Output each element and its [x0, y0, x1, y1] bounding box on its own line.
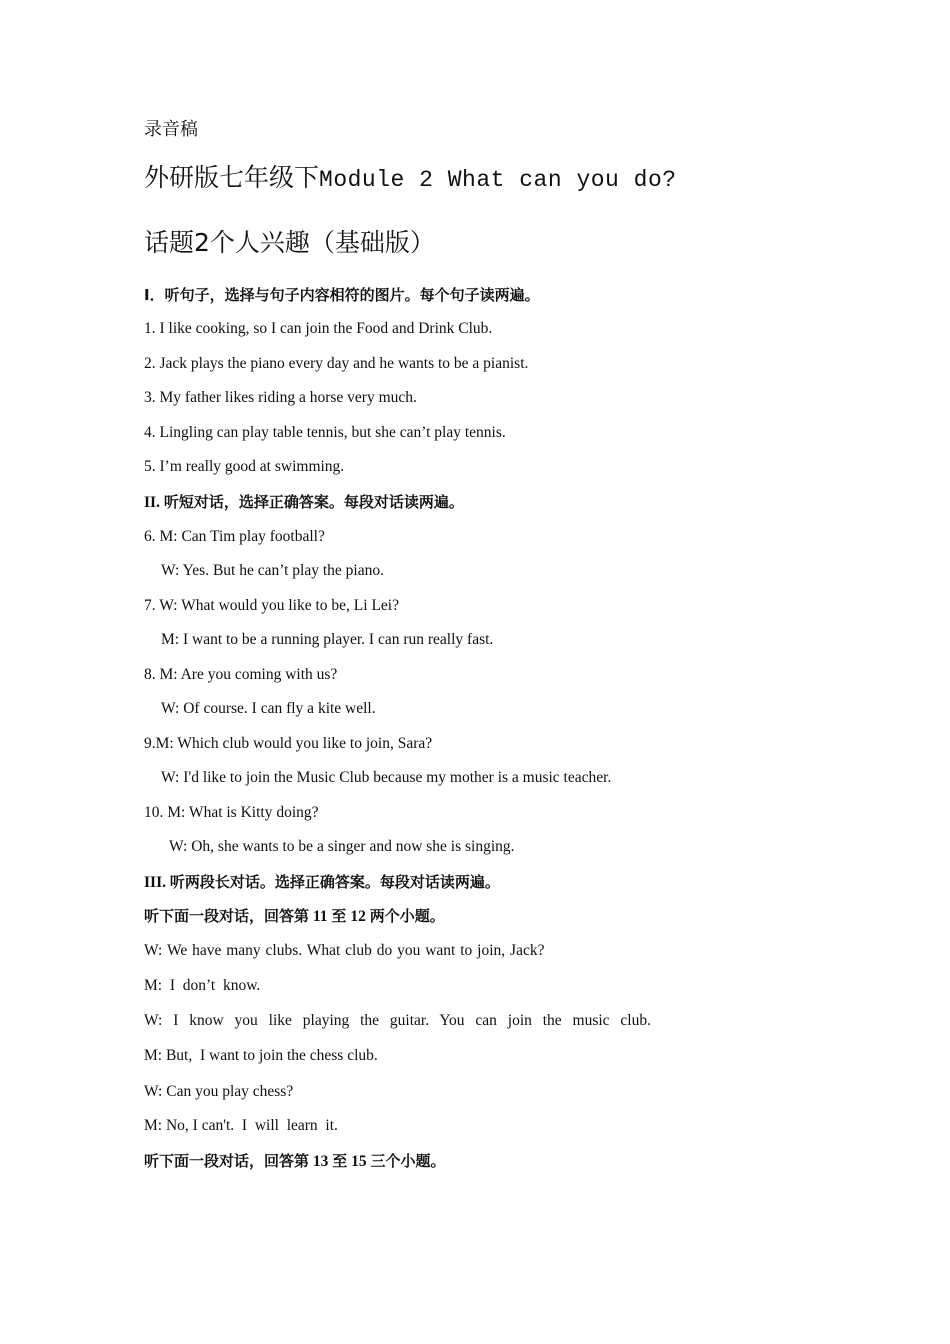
section3-heading: III. 听两段长对话。选择正确答案。每段对话读两遍。 — [144, 873, 500, 891]
dialogue-line: W: Of course. I can fly a kite well. — [161, 700, 376, 717]
dialogue-line: W: Can you play chess? — [144, 1083, 294, 1100]
title-cjk: 外研版七年级下 — [144, 163, 320, 192]
dialogue-line: 6. M: Can Tim play football? — [144, 528, 325, 545]
dialogue-line: M: I want to be a running player. I can run really fast. — [161, 631, 494, 648]
section1-heading: I．听句子，选择与句子内容相符的图片。每个句子读两遍。 — [144, 286, 540, 304]
dialogue-line: W: Yes. But he can’t play the piano. — [161, 562, 384, 579]
page-title — [144, 162, 677, 196]
title-en: Module 2 What can you do? — [319, 167, 677, 193]
dialogue-line: W: Oh, she wants to be a singer and now she is singing. — [169, 838, 515, 855]
dialogue-line: 7. W: What would you like to be, Li Lei? — [144, 597, 399, 614]
dialogue-line: M: I don’t know. — [144, 977, 261, 994]
list-item: 2. Jack plays the piano every day and he wants to be a pianist. — [144, 355, 529, 372]
subtitle: 话题2个人兴趣（基础版） — [144, 228, 435, 257]
list-item: 3. My father likes riding a horse very much. — [144, 389, 417, 406]
dialogue-line: 8. M: Are you coming with us? — [144, 666, 338, 683]
dialogue-line: M: But, I want to join the chess club. — [144, 1047, 378, 1064]
list-item: 4. Lingling can play table tennis, but she can’t play tennis. — [144, 424, 506, 441]
dialogue-line: M: No, I can't. I will learn it. — [144, 1117, 338, 1134]
list-item: 5. I’m really good at swimming. — [144, 458, 345, 475]
dialogue-line: 10. M: What is Kitty doing? — [144, 804, 319, 821]
dialogue-line: W: I'd like to join the Music Club because my mother is a music teacher. — [161, 769, 612, 786]
section3-subheading-1: 听下面一段对话，回答第 11 至 12 两个小题。 — [144, 907, 445, 925]
section3-subheading-2: 听下面一段对话，回答第 13 至 15 三个小题。 — [144, 1152, 446, 1170]
dialogue-line: 9.M: Which club would you like to join, Sara? — [144, 735, 433, 752]
dialogue-line: W: We have many clubs. What club do you want to join, Jack? — [144, 942, 545, 959]
list-item: 1. I like cooking, so I can join the Food and Drink Club. — [144, 320, 493, 337]
caption: 录音稿 — [144, 119, 198, 140]
dialogue-line: W: I know you like playing the guitar. You can join the music club. — [144, 1012, 651, 1029]
section2-heading: II. 听短对话，选择正确答案。每段对话读两遍。 — [144, 493, 464, 511]
